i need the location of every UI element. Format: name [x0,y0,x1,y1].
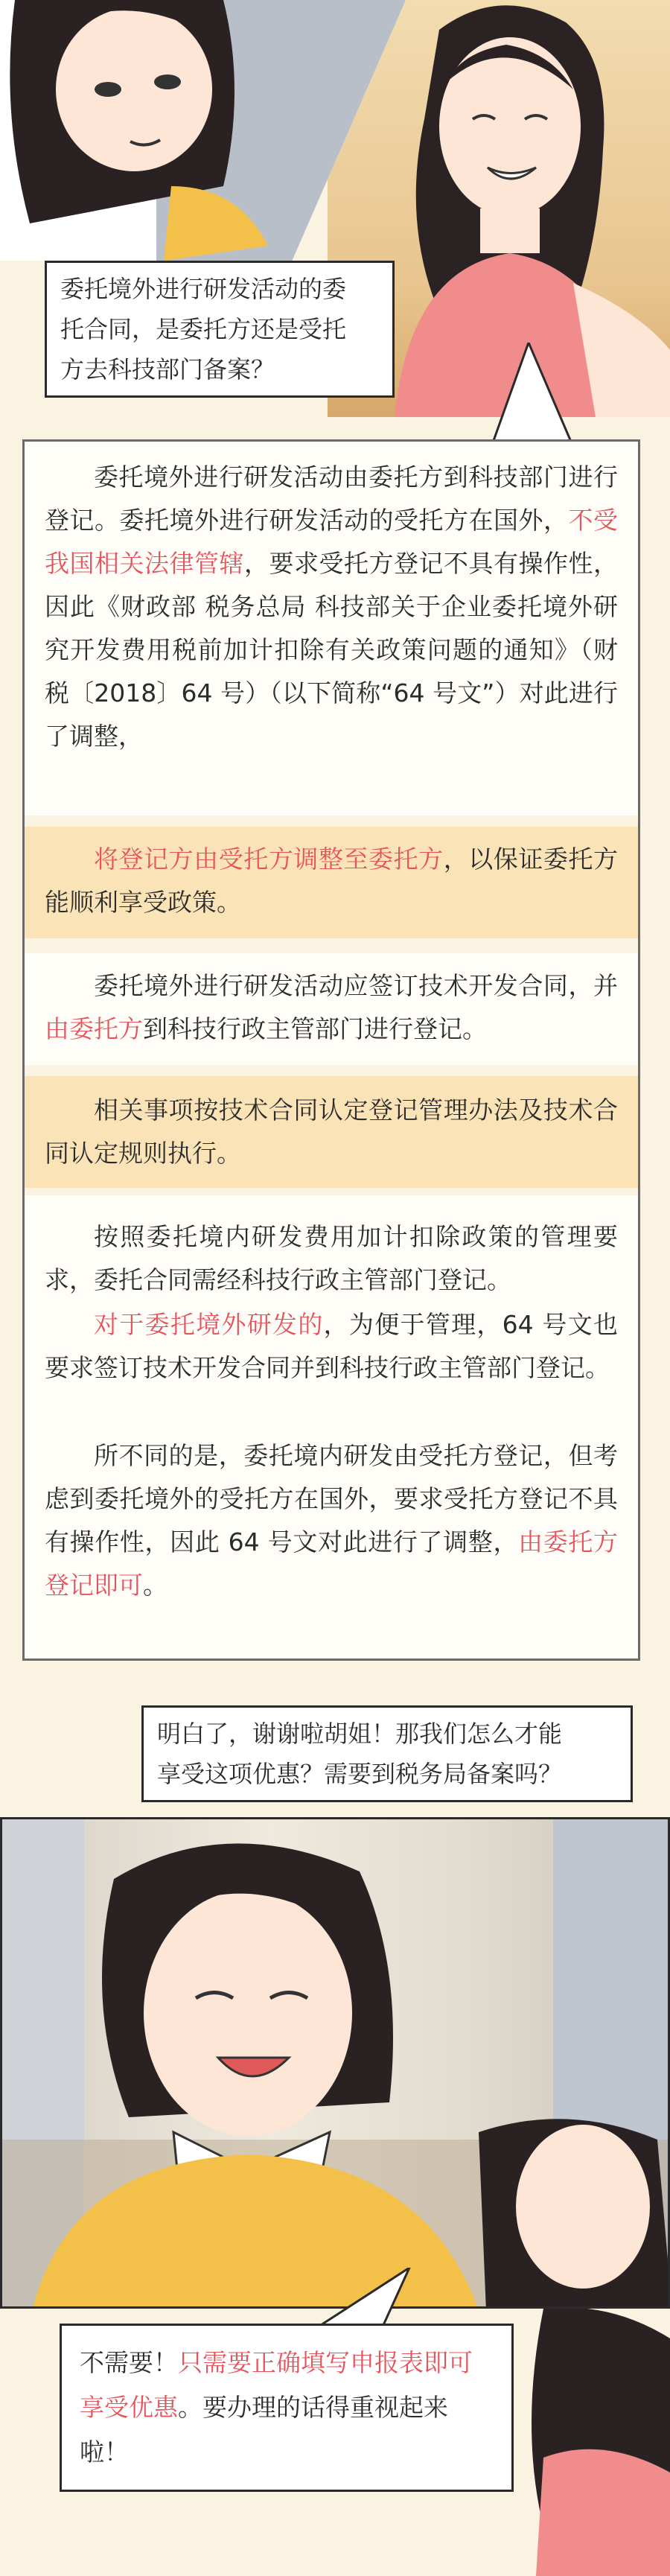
bottom-comic-panel [0,1817,670,2309]
p7-text-b: 。 [143,1571,168,1600]
question2-line-1: 明白了，谢谢啦胡姐！那我们怎么才能 [157,1720,563,1748]
answer-paragraph-3 [45,964,618,1051]
answer-paragraph-1 [45,456,618,758]
question-line-3: 方去科技部门备案？ [60,355,275,384]
answer-paragraph-7 [45,1434,618,1607]
p1-highlight: 不受我国相关法律管辖 [45,506,618,578]
reply-text-b: 。要办理的话得重视起来啦！ [80,2393,448,2467]
question2-line-2: 享受这项优惠？需要到税务局备案吗？ [157,1760,563,1788]
p4-text: 相关事项按技术合同认定登记管理办法及技术合同认定规则执行。 [45,1095,618,1168]
speech-tail-top [484,343,581,447]
p6-text: ，为便于管理，64 号文也要求签订技术开发合同并到科技行政主管部门登记。 [45,1310,619,1382]
p5-text: 按照委托境内研发费用加计扣除政策的管理要求，委托合同需经科技行政主管部门登记。 [45,1222,618,1294]
woman-bottom-illustration [514,2309,670,2576]
question-bubble-1 [45,261,395,398]
reply-highlight: 只需要正确填写申报表即可享受优惠 [80,2348,473,2422]
p1-text-b: ，要求受托方登记不具有操作性，因此《财政部 税务总局 科技部关于企业委托境外研究开发费用税前加计扣除有关政策问题的通知》（财税〔2018〕64 号）（以下简称“64 号文”）对此进行了调整， [45,549,618,751]
answer-paragraph-5 [45,1215,618,1302]
answer-paragraph-2 [45,838,618,924]
p7-highlight: 由委托方登记即可 [45,1527,618,1600]
p3-text-b: 到科技行政主管部门进行登记。 [143,1014,487,1043]
answer-paragraph-4 [45,1089,618,1175]
answer-paragraph-6 [45,1303,618,1390]
p1-text-a: 委托境外进行研发活动由委托方到科技部门进行登记。委托境外进行研发活动的受托方在国外， [45,462,618,535]
p7-text-a: 所不同的是，委托境内研发由受托方登记，但考虑到委托境外的受托方在国外，要求受托方登记不具有操作性，因此 64 号文对此进行了调整， [45,1441,618,1556]
p2-text: ，以保证委托方能顺利享受政策。 [45,845,619,917]
question-line-2: 托合同，是委托方还是受托 [60,315,347,343]
question-bubble-2 [141,1705,633,1802]
left-panel-border [0,0,406,261]
woman-laughing-illustration [2,1819,670,2309]
question-line-1: 委托境外进行研发活动的委 [60,275,347,303]
reply-bubble [60,2324,514,2492]
p2-highlight: 将登记方由受托方调整至委托方 [94,845,444,874]
p3-text-a: 委托境外进行研发活动应签订技术开发合同，并 [94,971,618,1000]
p6-highlight: 对于委托境外研发的 [94,1310,324,1339]
reply-text-a: 不需要！ [80,2348,178,2377]
p3-highlight: 由委托方 [45,1014,143,1043]
